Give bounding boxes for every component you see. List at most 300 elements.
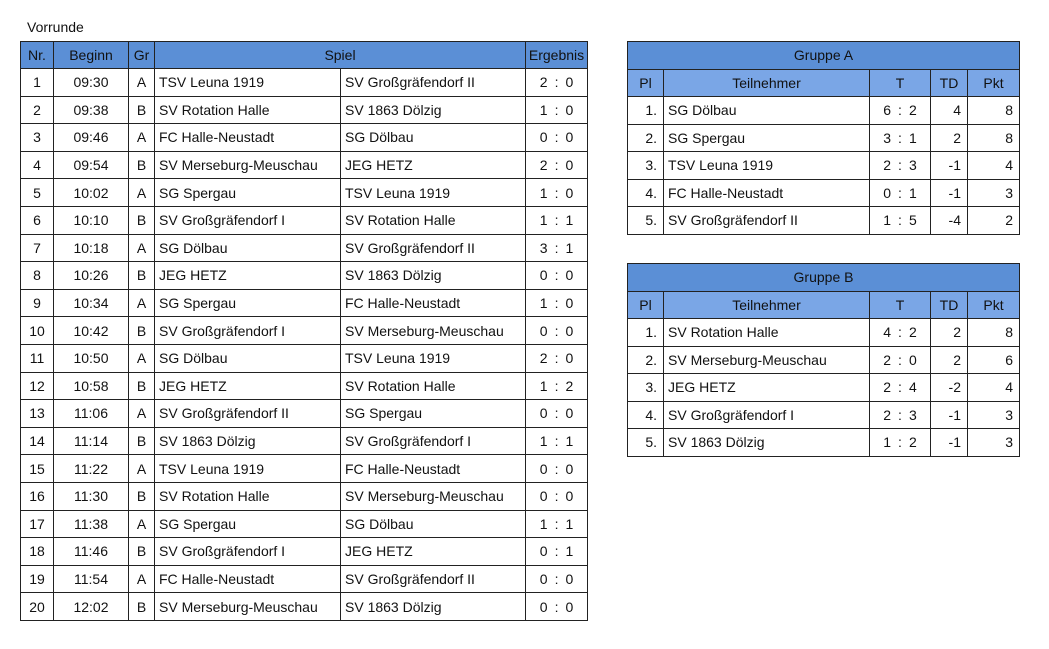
standing-row — [628, 97, 1020, 125]
standing-goals-right: 3 — [909, 406, 917, 423]
match-result-left: 0 — [539, 598, 548, 615]
match-row — [21, 124, 588, 152]
match-away-team: SV Rotation Halle — [341, 206, 526, 234]
match-time: 10:02 — [54, 179, 129, 207]
standing-goals-left: 4 — [883, 324, 891, 341]
group-b-title: Gruppe B — [628, 264, 1020, 292]
match-home-team: TSV Leuna 1919 — [155, 455, 341, 483]
match-row — [21, 234, 588, 262]
match-result-right: 1 — [565, 239, 574, 256]
standing-team: SV Rotation Halle — [664, 319, 870, 347]
match-group: B — [129, 262, 155, 290]
match-result-left: 1 — [539, 377, 548, 394]
match-home-team: SV Merseburg-Meuschau — [155, 151, 341, 179]
match-away-team: SG Spergau — [341, 400, 526, 428]
standing-goals-right: 2 — [909, 102, 917, 119]
match-result-right: 0 — [565, 129, 574, 146]
standing-goals — [870, 124, 931, 152]
standing-goals-separator: : — [898, 324, 902, 341]
match-home-team: SV Großgräfendorf I — [155, 538, 341, 566]
standing-goals — [870, 374, 931, 402]
match-home-team: TSV Leuna 1919 — [155, 69, 341, 97]
match-result-right: 2 — [565, 377, 574, 394]
match-nr: 15 — [21, 455, 54, 483]
match-home-team: SV Rotation Halle — [155, 482, 341, 510]
match-result-left: 2 — [539, 350, 548, 367]
match-away-team: TSV Leuna 1919 — [341, 344, 526, 372]
standing-goals-left: 1 — [883, 434, 891, 451]
match-home-team: SV Großgräfendorf I — [155, 317, 341, 345]
match-home-team: SV 1863 Dölzig — [155, 427, 341, 455]
match-home-team: SG Spergau — [155, 289, 341, 317]
match-group: B — [129, 317, 155, 345]
match-result-right: 1 — [565, 212, 574, 229]
header-pkt: Pkt — [968, 291, 1020, 319]
match-away-team: TSV Leuna 1919 — [341, 179, 526, 207]
group-a-title: Gruppe A — [628, 42, 1020, 70]
match-result — [526, 317, 588, 345]
match-time: 11:54 — [54, 565, 129, 593]
match-result-right: 0 — [565, 570, 574, 587]
standing-row — [628, 319, 1020, 347]
header-spiel: Spiel — [155, 42, 526, 69]
match-result — [526, 482, 588, 510]
standing-team: SV Großgräfendorf I — [664, 401, 870, 429]
match-away-team: SV Großgräfendorf II — [341, 234, 526, 262]
match-result-right: 0 — [565, 74, 574, 91]
match-result-separator: : — [554, 295, 559, 312]
match-time: 10:50 — [54, 344, 129, 372]
match-group: A — [129, 234, 155, 262]
match-result-right: 0 — [565, 101, 574, 118]
match-nr: 8 — [21, 262, 54, 290]
match-nr: 3 — [21, 124, 54, 152]
header-pkt: Pkt — [968, 69, 1020, 97]
match-result — [526, 455, 588, 483]
standing-row — [628, 152, 1020, 180]
standing-goals-left: 2 — [883, 406, 891, 423]
standing-place: 5. — [628, 429, 664, 457]
match-nr: 7 — [21, 234, 54, 262]
match-nr: 14 — [21, 427, 54, 455]
standing-goals — [870, 346, 931, 374]
match-result-left: 1 — [539, 101, 548, 118]
match-away-team: SV 1863 Dölzig — [341, 262, 526, 290]
match-row — [21, 510, 588, 538]
match-row — [21, 344, 588, 372]
match-result-left: 0 — [539, 460, 548, 477]
standing-goals — [870, 319, 931, 347]
match-home-team: FC Halle-Neustadt — [155, 565, 341, 593]
match-away-team: JEG HETZ — [341, 151, 526, 179]
match-group: B — [129, 96, 155, 124]
match-group: A — [129, 344, 155, 372]
match-nr: 2 — [21, 96, 54, 124]
match-result-right: 1 — [565, 433, 574, 450]
match-result-left: 0 — [539, 543, 548, 560]
standing-place: 1. — [628, 319, 664, 347]
standing-points: 3 — [968, 401, 1020, 429]
match-nr: 18 — [21, 538, 54, 566]
match-away-team: SV Rotation Halle — [341, 372, 526, 400]
standing-points: 6 — [968, 346, 1020, 374]
match-nr: 4 — [21, 151, 54, 179]
match-result-right: 0 — [565, 322, 574, 339]
match-time: 11:38 — [54, 510, 129, 538]
match-result — [526, 151, 588, 179]
match-result-separator: : — [554, 433, 559, 450]
match-row — [21, 400, 588, 428]
match-nr: 10 — [21, 317, 54, 345]
match-result-right: 0 — [565, 267, 574, 284]
header-td: TD — [931, 291, 968, 319]
match-row — [21, 565, 588, 593]
match-result-separator: : — [554, 129, 559, 146]
standing-goals-separator: : — [898, 406, 902, 423]
standing-team: SV Merseburg-Meuschau — [664, 346, 870, 374]
header-teilnehmer: Teilnehmer — [664, 291, 870, 319]
match-result-left: 0 — [539, 322, 548, 339]
standing-row — [628, 346, 1020, 374]
standing-row — [628, 124, 1020, 152]
match-time: 09:38 — [54, 96, 129, 124]
standing-goal-diff: -2 — [931, 374, 968, 402]
standing-team: SG Dölbau — [664, 97, 870, 125]
match-result — [526, 69, 588, 97]
match-row — [21, 289, 588, 317]
match-result-separator: : — [554, 267, 559, 284]
match-group: A — [129, 455, 155, 483]
standing-goal-diff: 2 — [931, 346, 968, 374]
match-result — [526, 372, 588, 400]
match-row — [21, 179, 588, 207]
standing-place: 3. — [628, 152, 664, 180]
match-result — [526, 427, 588, 455]
match-time: 11:22 — [54, 455, 129, 483]
match-home-team: SG Dölbau — [155, 344, 341, 372]
standing-goals-right: 1 — [909, 184, 917, 201]
standing-place: 2. — [628, 124, 664, 152]
header-ergebnis: Ergebnis — [526, 42, 588, 69]
standing-goals-left: 2 — [883, 379, 891, 396]
standing-points: 4 — [968, 152, 1020, 180]
standing-row — [628, 374, 1020, 402]
standing-goals-separator: : — [898, 184, 902, 201]
match-nr: 12 — [21, 372, 54, 400]
match-away-team: SV Großgräfendorf I — [341, 427, 526, 455]
match-result-right: 0 — [565, 157, 574, 174]
standing-goals — [870, 429, 931, 457]
match-home-team: SV Merseburg-Meuschau — [155, 593, 341, 621]
standing-team: SG Spergau — [664, 124, 870, 152]
standing-goals-right: 1 — [909, 129, 917, 146]
standing-goals-left: 3 — [883, 129, 891, 146]
match-result-right: 0 — [565, 350, 574, 367]
match-nr: 1 — [21, 69, 54, 97]
match-nr: 20 — [21, 593, 54, 621]
header-pl: Pl — [628, 291, 664, 319]
standing-goals-separator: : — [898, 351, 902, 368]
match-group: B — [129, 427, 155, 455]
standing-goal-diff: -1 — [931, 401, 968, 429]
header-beginn: Beginn — [54, 42, 129, 69]
match-result — [526, 289, 588, 317]
standing-goals-separator: : — [898, 157, 902, 174]
match-time: 10:58 — [54, 372, 129, 400]
match-time: 09:46 — [54, 124, 129, 152]
standing-goal-diff: -4 — [931, 207, 968, 235]
standing-goals-separator: : — [898, 379, 902, 396]
match-away-team: SG Dölbau — [341, 124, 526, 152]
header-pl: Pl — [628, 69, 664, 97]
standing-points: 8 — [968, 97, 1020, 125]
match-result-separator: : — [554, 405, 559, 422]
match-result-left: 0 — [539, 129, 548, 146]
match-home-team: SV Großgräfendorf I — [155, 206, 341, 234]
match-result-left: 2 — [539, 157, 548, 174]
match-home-team: SV Großgräfendorf II — [155, 400, 341, 428]
match-time: 10:42 — [54, 317, 129, 345]
match-result — [526, 538, 588, 566]
standing-goals-left: 2 — [883, 157, 891, 174]
standing-team: SV Großgräfendorf II — [664, 207, 870, 235]
match-result-right: 0 — [565, 184, 574, 201]
match-nr: 11 — [21, 344, 54, 372]
group-b-table — [627, 263, 1020, 457]
match-group: B — [129, 482, 155, 510]
match-row — [21, 427, 588, 455]
match-time: 11:30 — [54, 482, 129, 510]
standing-row — [628, 179, 1020, 207]
standing-goals-right: 4 — [909, 379, 917, 396]
match-home-team: SV Rotation Halle — [155, 96, 341, 124]
match-result-left: 1 — [539, 515, 548, 532]
match-nr: 16 — [21, 482, 54, 510]
match-result-separator: : — [554, 488, 559, 505]
match-group: B — [129, 206, 155, 234]
match-result-right: 0 — [565, 295, 574, 312]
match-result-left: 1 — [539, 212, 548, 229]
standing-goals-left: 1 — [883, 212, 891, 229]
match-result-separator: : — [554, 377, 559, 394]
standing-goals-left: 6 — [883, 102, 891, 119]
match-away-team: SG Dölbau — [341, 510, 526, 538]
match-row — [21, 593, 588, 621]
standing-goals — [870, 401, 931, 429]
match-group: B — [129, 593, 155, 621]
match-result — [526, 124, 588, 152]
match-group: A — [129, 565, 155, 593]
match-result-left: 0 — [539, 488, 548, 505]
standing-place: 2. — [628, 346, 664, 374]
match-row — [21, 317, 588, 345]
match-result-separator: : — [554, 212, 559, 229]
standing-goals-right: 0 — [909, 351, 917, 368]
standing-goals-separator: : — [898, 102, 902, 119]
match-time: 10:34 — [54, 289, 129, 317]
match-away-team: JEG HETZ — [341, 538, 526, 566]
standing-goals-left: 0 — [883, 184, 891, 201]
standing-goals — [870, 207, 931, 235]
match-row — [21, 262, 588, 290]
match-result-separator: : — [554, 322, 559, 339]
match-time: 11:06 — [54, 400, 129, 428]
match-home-team: FC Halle-Neustadt — [155, 124, 341, 152]
match-home-team: SG Spergau — [155, 179, 341, 207]
standing-goals — [870, 97, 931, 125]
match-result-left: 3 — [539, 239, 548, 256]
standing-place: 3. — [628, 374, 664, 402]
standing-place: 4. — [628, 401, 664, 429]
standing-row — [628, 401, 1020, 429]
match-nr: 13 — [21, 400, 54, 428]
matches-table — [20, 41, 588, 621]
match-nr: 6 — [21, 206, 54, 234]
header-teilnehmer: Teilnehmer — [664, 69, 870, 97]
match-result-separator: : — [554, 157, 559, 174]
match-row — [21, 151, 588, 179]
standing-team: FC Halle-Neustadt — [664, 179, 870, 207]
standing-points: 3 — [968, 429, 1020, 457]
match-result-separator: : — [554, 350, 559, 367]
match-result-separator: : — [554, 239, 559, 256]
match-row — [21, 482, 588, 510]
header-t: T — [870, 69, 931, 97]
match-result-right: 0 — [565, 460, 574, 477]
standing-goals — [870, 179, 931, 207]
match-time: 10:18 — [54, 234, 129, 262]
match-result — [526, 344, 588, 372]
match-home-team: SG Spergau — [155, 510, 341, 538]
standing-goal-diff: -1 — [931, 179, 968, 207]
standing-goal-diff: -1 — [931, 152, 968, 180]
match-result-separator: : — [554, 101, 559, 118]
match-group: A — [129, 289, 155, 317]
match-group: A — [129, 400, 155, 428]
match-time: 12:02 — [54, 593, 129, 621]
match-group: A — [129, 124, 155, 152]
standing-points: 2 — [968, 207, 1020, 235]
match-time: 10:26 — [54, 262, 129, 290]
match-away-team: SV Großgräfendorf II — [341, 69, 526, 97]
match-away-team: SV Merseburg-Meuschau — [341, 482, 526, 510]
match-row — [21, 455, 588, 483]
match-group: A — [129, 69, 155, 97]
match-group: B — [129, 151, 155, 179]
match-home-team: SG Dölbau — [155, 234, 341, 262]
match-result-separator: : — [554, 515, 559, 532]
standing-points: 3 — [968, 179, 1020, 207]
standing-place: 1. — [628, 97, 664, 125]
match-away-team: FC Halle-Neustadt — [341, 289, 526, 317]
match-result-left: 1 — [539, 184, 548, 201]
match-result-left: 1 — [539, 433, 548, 450]
match-result-separator: : — [554, 598, 559, 615]
match-result — [526, 179, 588, 207]
match-result — [526, 96, 588, 124]
match-row — [21, 372, 588, 400]
match-away-team: FC Halle-Neustadt — [341, 455, 526, 483]
match-result-separator: : — [554, 460, 559, 477]
standing-row — [628, 429, 1020, 457]
match-result-separator: : — [554, 543, 559, 560]
match-nr: 19 — [21, 565, 54, 593]
standing-goal-diff: -1 — [931, 429, 968, 457]
standing-team: TSV Leuna 1919 — [664, 152, 870, 180]
match-result — [526, 206, 588, 234]
standing-place: 4. — [628, 179, 664, 207]
match-result-left: 1 — [539, 295, 548, 312]
standing-place: 5. — [628, 207, 664, 235]
match-away-team: SV Merseburg-Meuschau — [341, 317, 526, 345]
match-time: 10:10 — [54, 206, 129, 234]
header-nr: Nr. — [21, 42, 54, 69]
standing-goals-left: 2 — [883, 351, 891, 368]
match-time: 09:54 — [54, 151, 129, 179]
standing-goals-separator: : — [898, 212, 902, 229]
match-result-right: 1 — [565, 515, 574, 532]
standing-goals — [870, 152, 931, 180]
standing-goals-right: 3 — [909, 157, 917, 174]
standing-goals-right: 2 — [909, 434, 917, 451]
match-nr: 17 — [21, 510, 54, 538]
match-home-team: JEG HETZ — [155, 262, 341, 290]
match-time: 11:14 — [54, 427, 129, 455]
standing-team: SV 1863 Dölzig — [664, 429, 870, 457]
standing-row — [628, 207, 1020, 235]
match-group: B — [129, 372, 155, 400]
match-result — [526, 593, 588, 621]
match-row — [21, 538, 588, 566]
match-row — [21, 96, 588, 124]
match-result-separator: : — [554, 74, 559, 91]
match-result-left: 0 — [539, 570, 548, 587]
group-a-table — [627, 41, 1020, 235]
matches-header-row — [21, 42, 588, 69]
match-time: 09:30 — [54, 69, 129, 97]
match-row — [21, 206, 588, 234]
match-result-left: 0 — [539, 405, 548, 422]
match-result-right: 1 — [565, 543, 574, 560]
header-td: TD — [931, 69, 968, 97]
match-result-separator: : — [554, 570, 559, 587]
standing-points: 8 — [968, 124, 1020, 152]
match-nr: 9 — [21, 289, 54, 317]
standing-goal-diff: 2 — [931, 319, 968, 347]
match-away-team: SV 1863 Dölzig — [341, 593, 526, 621]
match-away-team: SV Großgräfendorf II — [341, 565, 526, 593]
match-result-left: 2 — [539, 74, 548, 91]
match-home-team: JEG HETZ — [155, 372, 341, 400]
standing-goals-separator: : — [898, 129, 902, 146]
match-nr: 5 — [21, 179, 54, 207]
header-gr: Gr — [129, 42, 155, 69]
match-result-separator: : — [554, 184, 559, 201]
match-away-team: SV 1863 Dölzig — [341, 96, 526, 124]
match-result-right: 0 — [565, 598, 574, 615]
standing-points: 8 — [968, 319, 1020, 347]
match-group: A — [129, 510, 155, 538]
standing-points: 4 — [968, 374, 1020, 402]
match-group: B — [129, 538, 155, 566]
match-result-right: 0 — [565, 488, 574, 505]
header-t: T — [870, 291, 931, 319]
match-result — [526, 510, 588, 538]
standing-goals-right: 5 — [909, 212, 917, 229]
match-result — [526, 400, 588, 428]
standing-goal-diff: 2 — [931, 124, 968, 152]
match-result-right: 0 — [565, 405, 574, 422]
